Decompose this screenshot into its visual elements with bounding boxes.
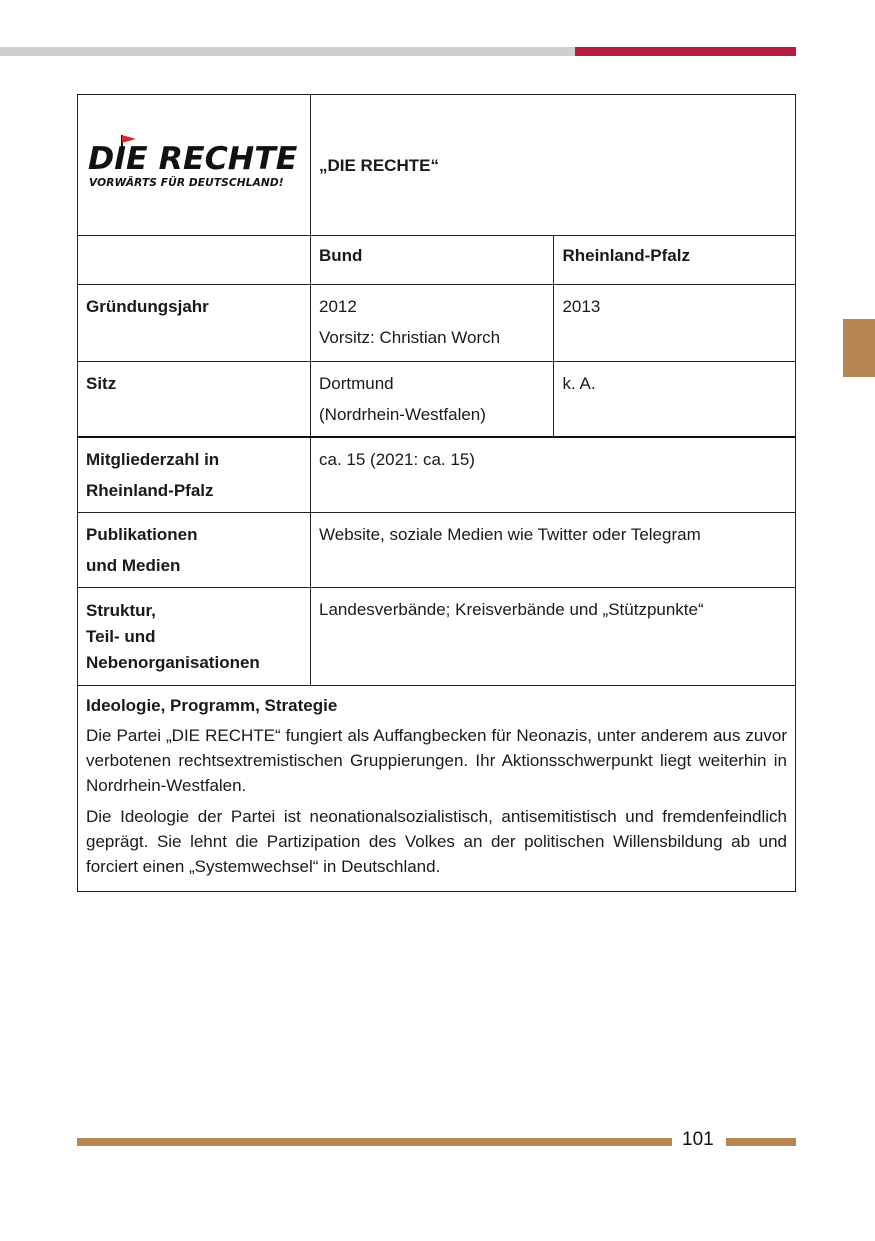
cell-sitz-rlp: k. A. — [554, 362, 796, 438]
column-header-bund: Bund — [311, 236, 554, 285]
logo-slogan: VORWÄRTS FÜR DEUTSCHLAND! — [89, 177, 284, 189]
label-line: Struktur, — [86, 601, 156, 620]
cell-gruendung-rlp: 2013 — [554, 285, 796, 362]
label-line: Publikationen — [86, 525, 198, 544]
party-logo — [88, 141, 304, 193]
label-line: Mitgliederzahl in — [86, 450, 220, 469]
party-profile-table — [77, 94, 796, 892]
label-line: Teil- und — [86, 627, 156, 646]
cell-line: Dortmund — [319, 374, 394, 393]
logo-cell — [78, 95, 311, 236]
label-line: Nebenorganisationen — [86, 653, 260, 672]
row-label-mitgliederzahl — [78, 437, 311, 513]
table-header-row — [78, 236, 796, 285]
footer-decor-bar-left — [77, 1138, 672, 1146]
cell-gruendung-bund — [311, 285, 554, 362]
table-row — [78, 362, 796, 438]
cell-line: Vorsitz: Christian Worch — [319, 328, 501, 347]
table-row — [78, 437, 796, 513]
table-title-row — [78, 95, 796, 236]
chapter-side-tab — [843, 319, 875, 377]
table-row — [78, 285, 796, 362]
cell-line: (Nordrhein-Westfalen) — [319, 405, 486, 424]
ideology-row — [78, 686, 796, 892]
label-line: Rheinland-Pfalz — [86, 481, 214, 500]
header-decor-bar-gray — [0, 47, 575, 56]
page-number: 101 — [682, 1129, 714, 1150]
party-name-title: „DIE RECHTE“ — [311, 95, 796, 236]
header-empty-cell — [78, 236, 311, 285]
header-decor-bar-accent — [575, 47, 796, 56]
logo-main-text: DIE RECHTE — [88, 141, 298, 177]
cell-sitz-bund — [311, 362, 554, 438]
cell-mitgliederzahl-value: ca. 15 (2021: ca. 15) — [311, 437, 796, 513]
footer-decor-bar-right — [726, 1138, 796, 1146]
ideology-paragraph: Die Partei „DIE RECHTE“ fungiert als Auffangbecken für Neonazis, unter anderem aus zuvor verbotenen rechtsextremistischen Gruppierungen. Ihr Aktionsschwerpunkt liegt weiterhin in Nordrhein-Westfalen. — [86, 726, 787, 795]
ideology-paragraph: Die Ideologie der Partei ist neonationalsozialistisch, antisemitistisch und fremdenfeindlich geprägt. Sie lehnt die Partizipation des Volkes an der politischen Willensbildung ab und forciert einen „Systemwechsel“ in Deutschland. — [86, 807, 787, 876]
ideology-cell — [78, 686, 796, 892]
table-row — [78, 588, 796, 686]
ideology-heading: Ideologie, Programm, Strategie — [86, 696, 338, 715]
row-label-gruendungsjahr: Gründungsjahr — [78, 285, 311, 362]
table-row — [78, 513, 796, 588]
column-header-rlp: Rheinland-Pfalz — [554, 236, 796, 285]
cell-line: 2012 — [319, 297, 357, 316]
row-label-sitz: Sitz — [78, 362, 311, 438]
row-label-struktur — [78, 588, 311, 686]
cell-publikationen-value: Website, soziale Medien wie Twitter oder Telegram — [311, 513, 796, 588]
cell-struktur-value: Landesverbände; Kreisverbände und „Stützpunkte“ — [311, 588, 796, 686]
label-line: und Medien — [86, 556, 181, 575]
row-label-publikationen — [78, 513, 311, 588]
